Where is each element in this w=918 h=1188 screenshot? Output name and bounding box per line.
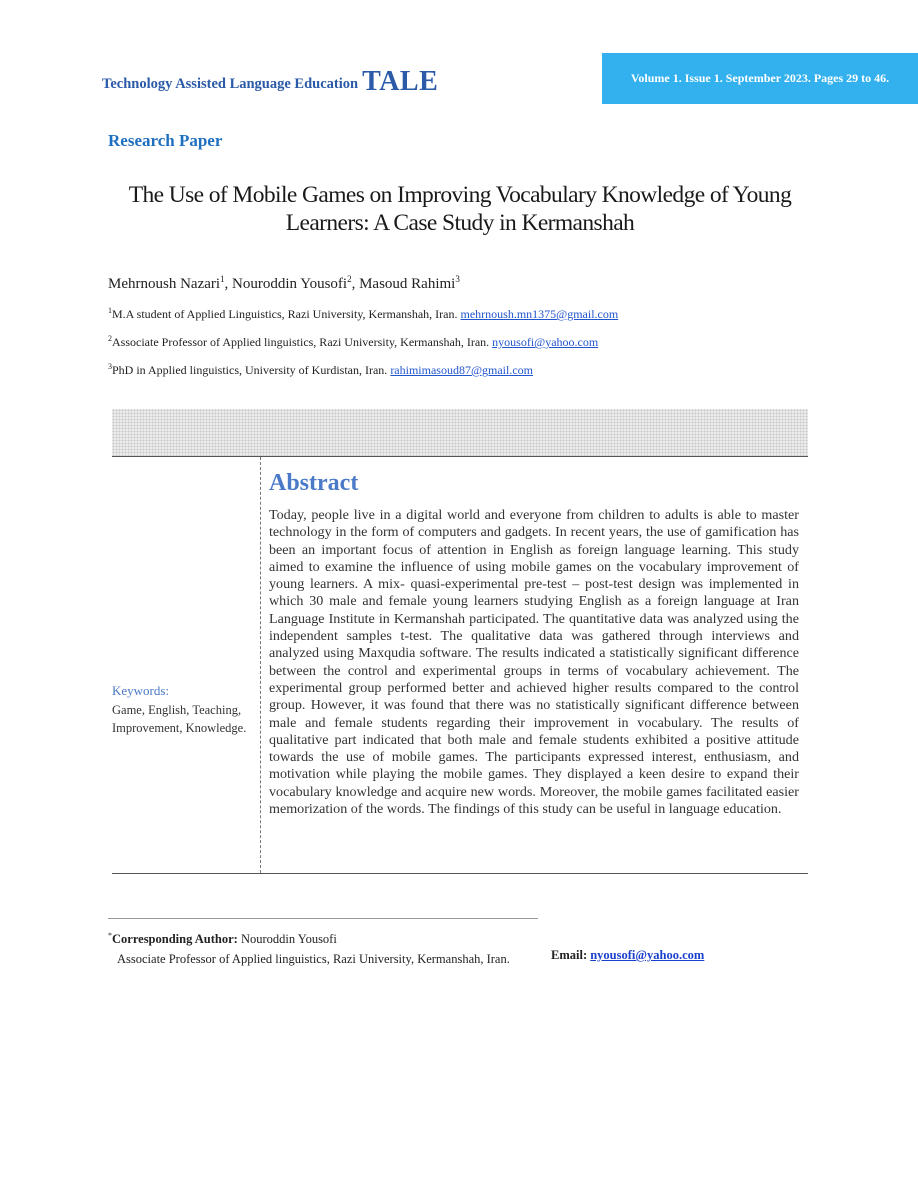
paper-type: Research Paper <box>108 131 223 150</box>
journal-full-name: Technology Assisted Language Education <box>102 76 359 92</box>
abstract-heading: Abstract <box>269 470 359 496</box>
author-sup: 1 <box>220 274 225 284</box>
affiliation-3 <box>108 362 533 378</box>
author-name: Masoud Rahimi <box>359 276 456 292</box>
keywords-list: Game, English, Teaching, Improvement, Knowledge. <box>112 703 247 735</box>
journal-name <box>102 66 438 98</box>
affiliation-text: M.A student of Applied Linguistics, Razi University, Kermanshah, Iran. <box>112 307 458 321</box>
affiliation-text: Associate Professor of Applied linguistics, Razi University, Kermanshah, Iran. <box>112 335 490 349</box>
corresponding-name: Nouroddin Yousofi <box>240 932 337 947</box>
affiliation-sup: 2 <box>108 334 112 343</box>
affiliation-email-link[interactable]: nyousofi@yahoo.com <box>492 335 599 349</box>
keywords-label: Keywords: <box>112 683 170 698</box>
column-divider <box>260 457 261 873</box>
author-name: Mehrnoush Nazari <box>108 276 221 292</box>
footnote-marker: * <box>108 931 112 940</box>
affiliation-sup: 3 <box>108 362 112 371</box>
paper-title: The Use of Mobile Games on Improving Vocabulary Knowledge of Young Learners: A Case Study in Kermanshah <box>128 182 792 236</box>
journal-abbreviation: TALE <box>362 66 439 97</box>
affiliation-1 <box>108 306 618 322</box>
author-list: Mehrnoush Nazari$^1$, Nouroddin Yousofi$^2$, Masoud Rahimi$^3$ <box>108 274 460 292</box>
author-name: Nouroddin Yousofi <box>232 276 348 292</box>
affiliation-sup: 1 <box>108 306 112 315</box>
author-sup: 2 <box>347 274 352 284</box>
volume-info: Volume 1. Issue 1. September 2023. Pages 29 to 46. <box>630 71 890 85</box>
corresponding-label: Corresponding Author: <box>112 932 238 947</box>
abstract-bottom-rule <box>112 873 808 874</box>
corresponding-author <box>108 931 337 947</box>
volume-banner <box>602 53 918 104</box>
corresponding-email <box>551 948 704 963</box>
author-sup: 3 <box>455 274 460 284</box>
footnote-rule <box>108 918 538 919</box>
corresponding-affiliation: Associate Professor of Applied linguistics, Razi University, Kermanshah, Iran. <box>117 952 510 966</box>
affiliation-2 <box>108 334 598 350</box>
abstract-body: Today, people live in a digital world and everyone from children to adults is able to master technology in the form of computers and gadgets. In recent years, the use of gamification has been an important focus of attention in English as foreign language learning. This study aimed to examine the influence of using mobile games on the vocabulary improvement of young learners. A mix- quasi-experimental pre-test – post-test design was implemented in which 30 male and female young learners studying English as a foreign language at Iran Language Institute in Kermanshah participated. The quantitative data was analyzed using the independent samples t-test. The qualitative data was gathered through interviews and analyzed using Maxqudia software. The results indicated a statistically significant difference between the control and experimental groups in terms of vocabulary achievement. The experimental group performed better and achieved higher results compared to the control group. However, it was found that there was no statistically significant difference between male and female students regarding their improvement in vocabulary. The results of qualitative part indicated that both male and female students exhibited a positive attitude towards the use of mobile games. The participants expressed interest, enthusiasm, and motivation while playing the mobile games. They displayed a keen desire to expand their vocabulary knowledge and acquire new words. Moreover, the mobile games facilitated easier memorization of the words. The findings of this study can be useful in language education. <box>269 507 799 818</box>
abstract-top-rule <box>112 456 808 457</box>
affiliation-email-link[interactable]: rahimimasoud87@gmail.com <box>390 363 534 377</box>
corresponding-email-link[interactable]: nyousofi@yahoo.com <box>590 948 705 962</box>
email-label: Email: <box>551 948 588 962</box>
affiliation-email-link[interactable]: mehrnoush.mn1375@gmail.com <box>460 307 619 321</box>
affiliation-text: PhD in Applied linguistics, University of Kurdistan, Iran. <box>112 363 388 377</box>
decorative-pattern-band <box>112 409 808 456</box>
